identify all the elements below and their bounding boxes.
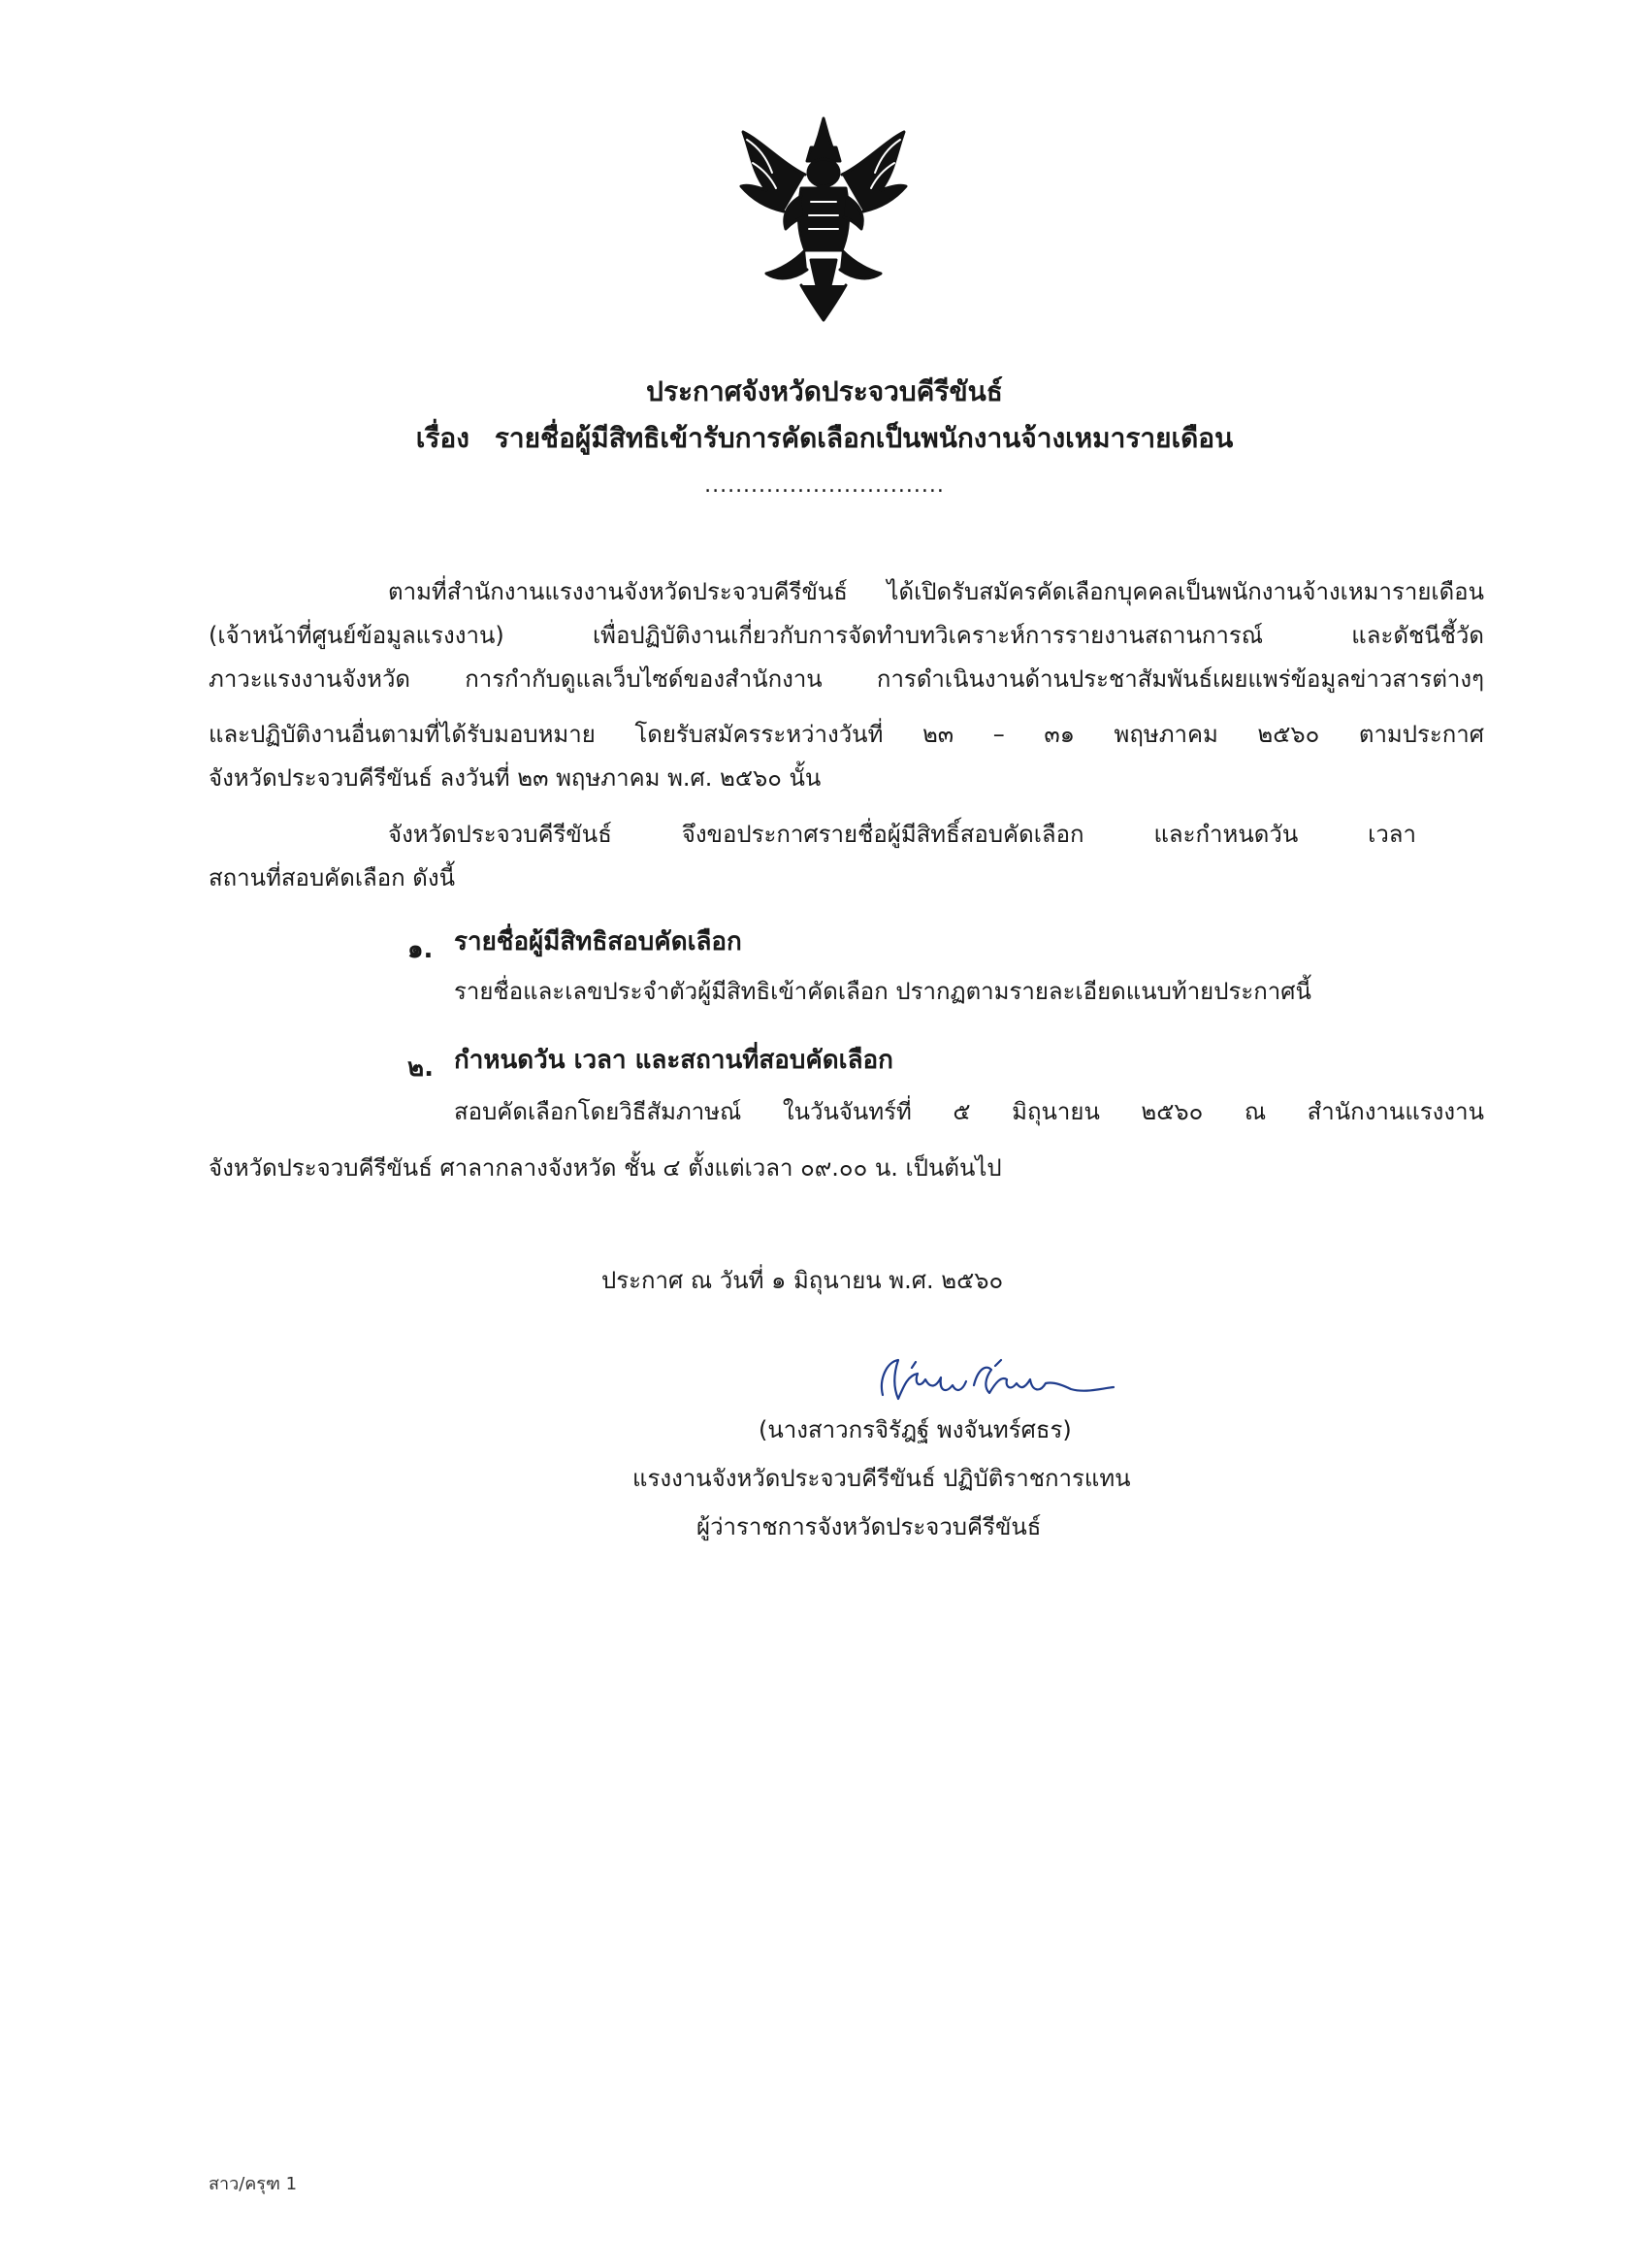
intro-line-5: จังหวัดประจวบคีรีขันธ์ ลงวันที่ ๒๓ พฤษภาคม พ.ศ. ๒๕๖๐ นั้น: [209, 764, 822, 792]
dotted-separator: ...............................: [704, 473, 945, 498]
document-title: ประกาศจังหวัดประจวบคีรีขันธ์: [646, 375, 1003, 407]
subject-text: รายชื่อผู้มีสิทธิเข้ารับการคัดเลือกเป็นพนักงานจ้างเหมารายเดือน: [494, 422, 1234, 454]
section-2-line-2: จังหวัดประจวบคีรีขันธ์ ศาลากลางจังหวัด ชั้น ๔ ตั้งแต่เวลา ๐๙.๐๐ น. เป็นต้นไป: [209, 1154, 1002, 1182]
signatory-position-1: แรงงานจังหวัดประจวบคีรีขันธ์ ปฏิบัติราชการแทน: [632, 1465, 1131, 1492]
intro-line-1: ตามที่สำนักงานแรงงานจังหวัดประจวบคีรีขันธ์ ได้เปิดรับสมัครคัดเลือกบุคคลเป็นพนักงานจ้างเหมารายเดือน: [388, 578, 1484, 605]
announce-line-2: สถานที่สอบคัดเลือก ดังนี้: [209, 864, 456, 891]
announce-date: ประกาศ ณ วันที่ ๑ มิถุนายน พ.ศ. ๒๕๖๐: [601, 1267, 1004, 1294]
garuda-emblem-icon: [733, 114, 914, 324]
handwritten-signature: [869, 1350, 1121, 1409]
document-subject: [0, 417, 1649, 460]
signatory-position-2: ผู้ว่าราชการจังหวัดประจวบคีรีขันธ์: [696, 1513, 1042, 1540]
section-1-number: ๑.: [407, 935, 434, 964]
section-1-text: รายชื่อและเลขประจำตัวผู้มีสิทธิเข้าคัดเลือก ปรากฏตามรายละเอียดแนบท้ายประกาศนี้: [454, 978, 1311, 1005]
footer-code: สาว/ครุฑ 1: [209, 2174, 298, 2194]
intro-line-4: และปฏิบัติงานอื่นตามที่ได้รับมอบหมาย โดยรับสมัครระหว่างวันที่ ๒๓ – ๓๑ พฤษภาคม ๒๕๖๐ ตามประกาศ: [209, 721, 1484, 748]
section-2-line-1: สอบคัดเลือกโดยวิธีสัมภาษณ์ ในวันจันทร์ที่ ๕ มิถุนายน ๒๕๖๐ ณ สำนักงานแรงงาน: [454, 1098, 1484, 1125]
intro-line-3: ภาวะแรงงานจังหวัด การกำกับดูแลเว็บไซด์ของสำนักงาน การดำเนินงานด้านประชาสัมพันธ์เผยแพร่ข้อมูลข่าวสารต่างๆ: [209, 665, 1484, 693]
intro-line-2: (เจ้าหน้าที่ศูนย์ข้อมูลแรงงาน) เพื่อปฏิบัติงานเกี่ยวกับการจัดทำบทวิเคราะห์การรายงานสถานการณ์ และดัชนีชี้วัด: [209, 622, 1484, 649]
signatory-name: (นางสาวกรจิรัฎฐ์ พงจันทร์ศธร): [759, 1416, 1072, 1443]
section-2-heading: กำหนดวัน เวลา และสถานที่สอบคัดเลือก: [454, 1046, 893, 1075]
subject-label: เรื่อง: [415, 422, 469, 454]
announce-line-1: จังหวัดประจวบคีรีขันธ์ จึงขอประกาศรายชื่อผู้มีสิทธิ์สอบคัดเลือก และกำหนดวัน เวลา: [388, 821, 1416, 848]
section-2-number: ๒.: [407, 1053, 435, 1083]
section-1-heading: รายชื่อผู้มีสิทธิสอบคัดเลือก: [454, 927, 742, 956]
